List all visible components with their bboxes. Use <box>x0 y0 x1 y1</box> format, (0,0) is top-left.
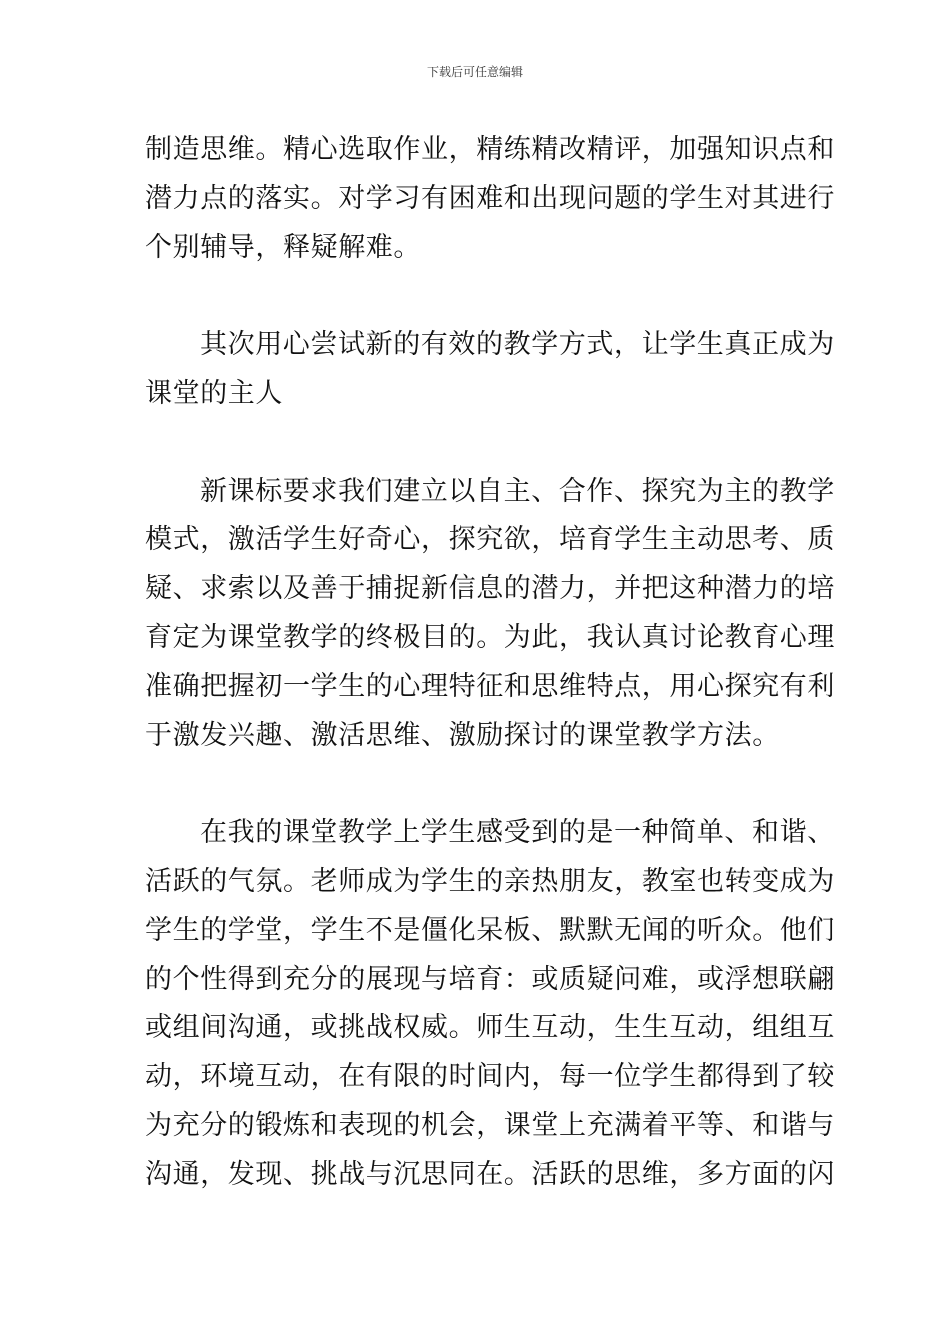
paragraph <box>145 321 835 419</box>
text-line: 准确把握初一学生的心理特征和思维特点，用心探究有利 <box>145 670 835 702</box>
page-header: 下载后可任意编辑 <box>426 65 523 79</box>
text-line: 模式，激活学生好奇心，探究欲，培育学生主动思考、质 <box>145 524 835 556</box>
document-body <box>145 126 835 1200</box>
text-line: 活跃的气氛。老师成为学生的亲热朋友，教室也转变成为 <box>145 865 835 897</box>
text-line: 学生的学堂，学生不是僵化呆板、默默无闻的听众。他们 <box>145 914 835 946</box>
text-line: 潜力点的落实。对学习有困难和出现问题的学生对其进行 <box>145 182 835 214</box>
text-line: 课堂的主人 <box>145 377 283 409</box>
text-line: 或组间沟通，或挑战权威。师生互动，生生互动，组组互 <box>145 1012 835 1044</box>
paragraph <box>145 126 835 272</box>
paragraph <box>145 809 835 1199</box>
paragraph-gap <box>145 272 810 321</box>
text-line: 动，环境互动，在有限的时间内，每一位学生都得到了较 <box>145 1061 835 1093</box>
paragraph-gap <box>145 760 810 809</box>
text-line: 为充分的锻炼和表现的机会，课堂上充满着平等、和谐与 <box>145 1109 835 1141</box>
paragraph <box>145 468 835 761</box>
text-line: 其次用心尝试新的有效的教学方式，让学生真正成为 <box>200 329 835 361</box>
text-line: 的个性得到充分的展现与培育：或质疑问难，或浮想联翩 <box>145 963 835 995</box>
text-line: 制造思维。精心选取作业，精练精改精评，加强知识点和 <box>145 134 835 165</box>
paragraph-gap <box>145 419 810 468</box>
text-line: 育定为课堂教学的终极目的。为此，我认真讨论教育心理 <box>145 621 835 653</box>
text-line: 疑、求索以及善于捕捉新信息的潜力，并把这种潜力的培 <box>145 573 835 605</box>
text-line: 于激发兴趣、激活思维、激励探讨的课堂教学方法。 <box>145 719 780 751</box>
text-line: 新课标要求我们建立以自主、合作、探究为主的教学 <box>200 475 835 507</box>
text-line: 在我的课堂教学上学生感受到的是一种简单、和谐、 <box>200 817 835 849</box>
text-line: 个别辅导，释疑解难。 <box>145 231 421 263</box>
text-line: 沟通，发现、挑战与沉思同在。活跃的思维，多方面的闪 <box>145 1158 835 1190</box>
